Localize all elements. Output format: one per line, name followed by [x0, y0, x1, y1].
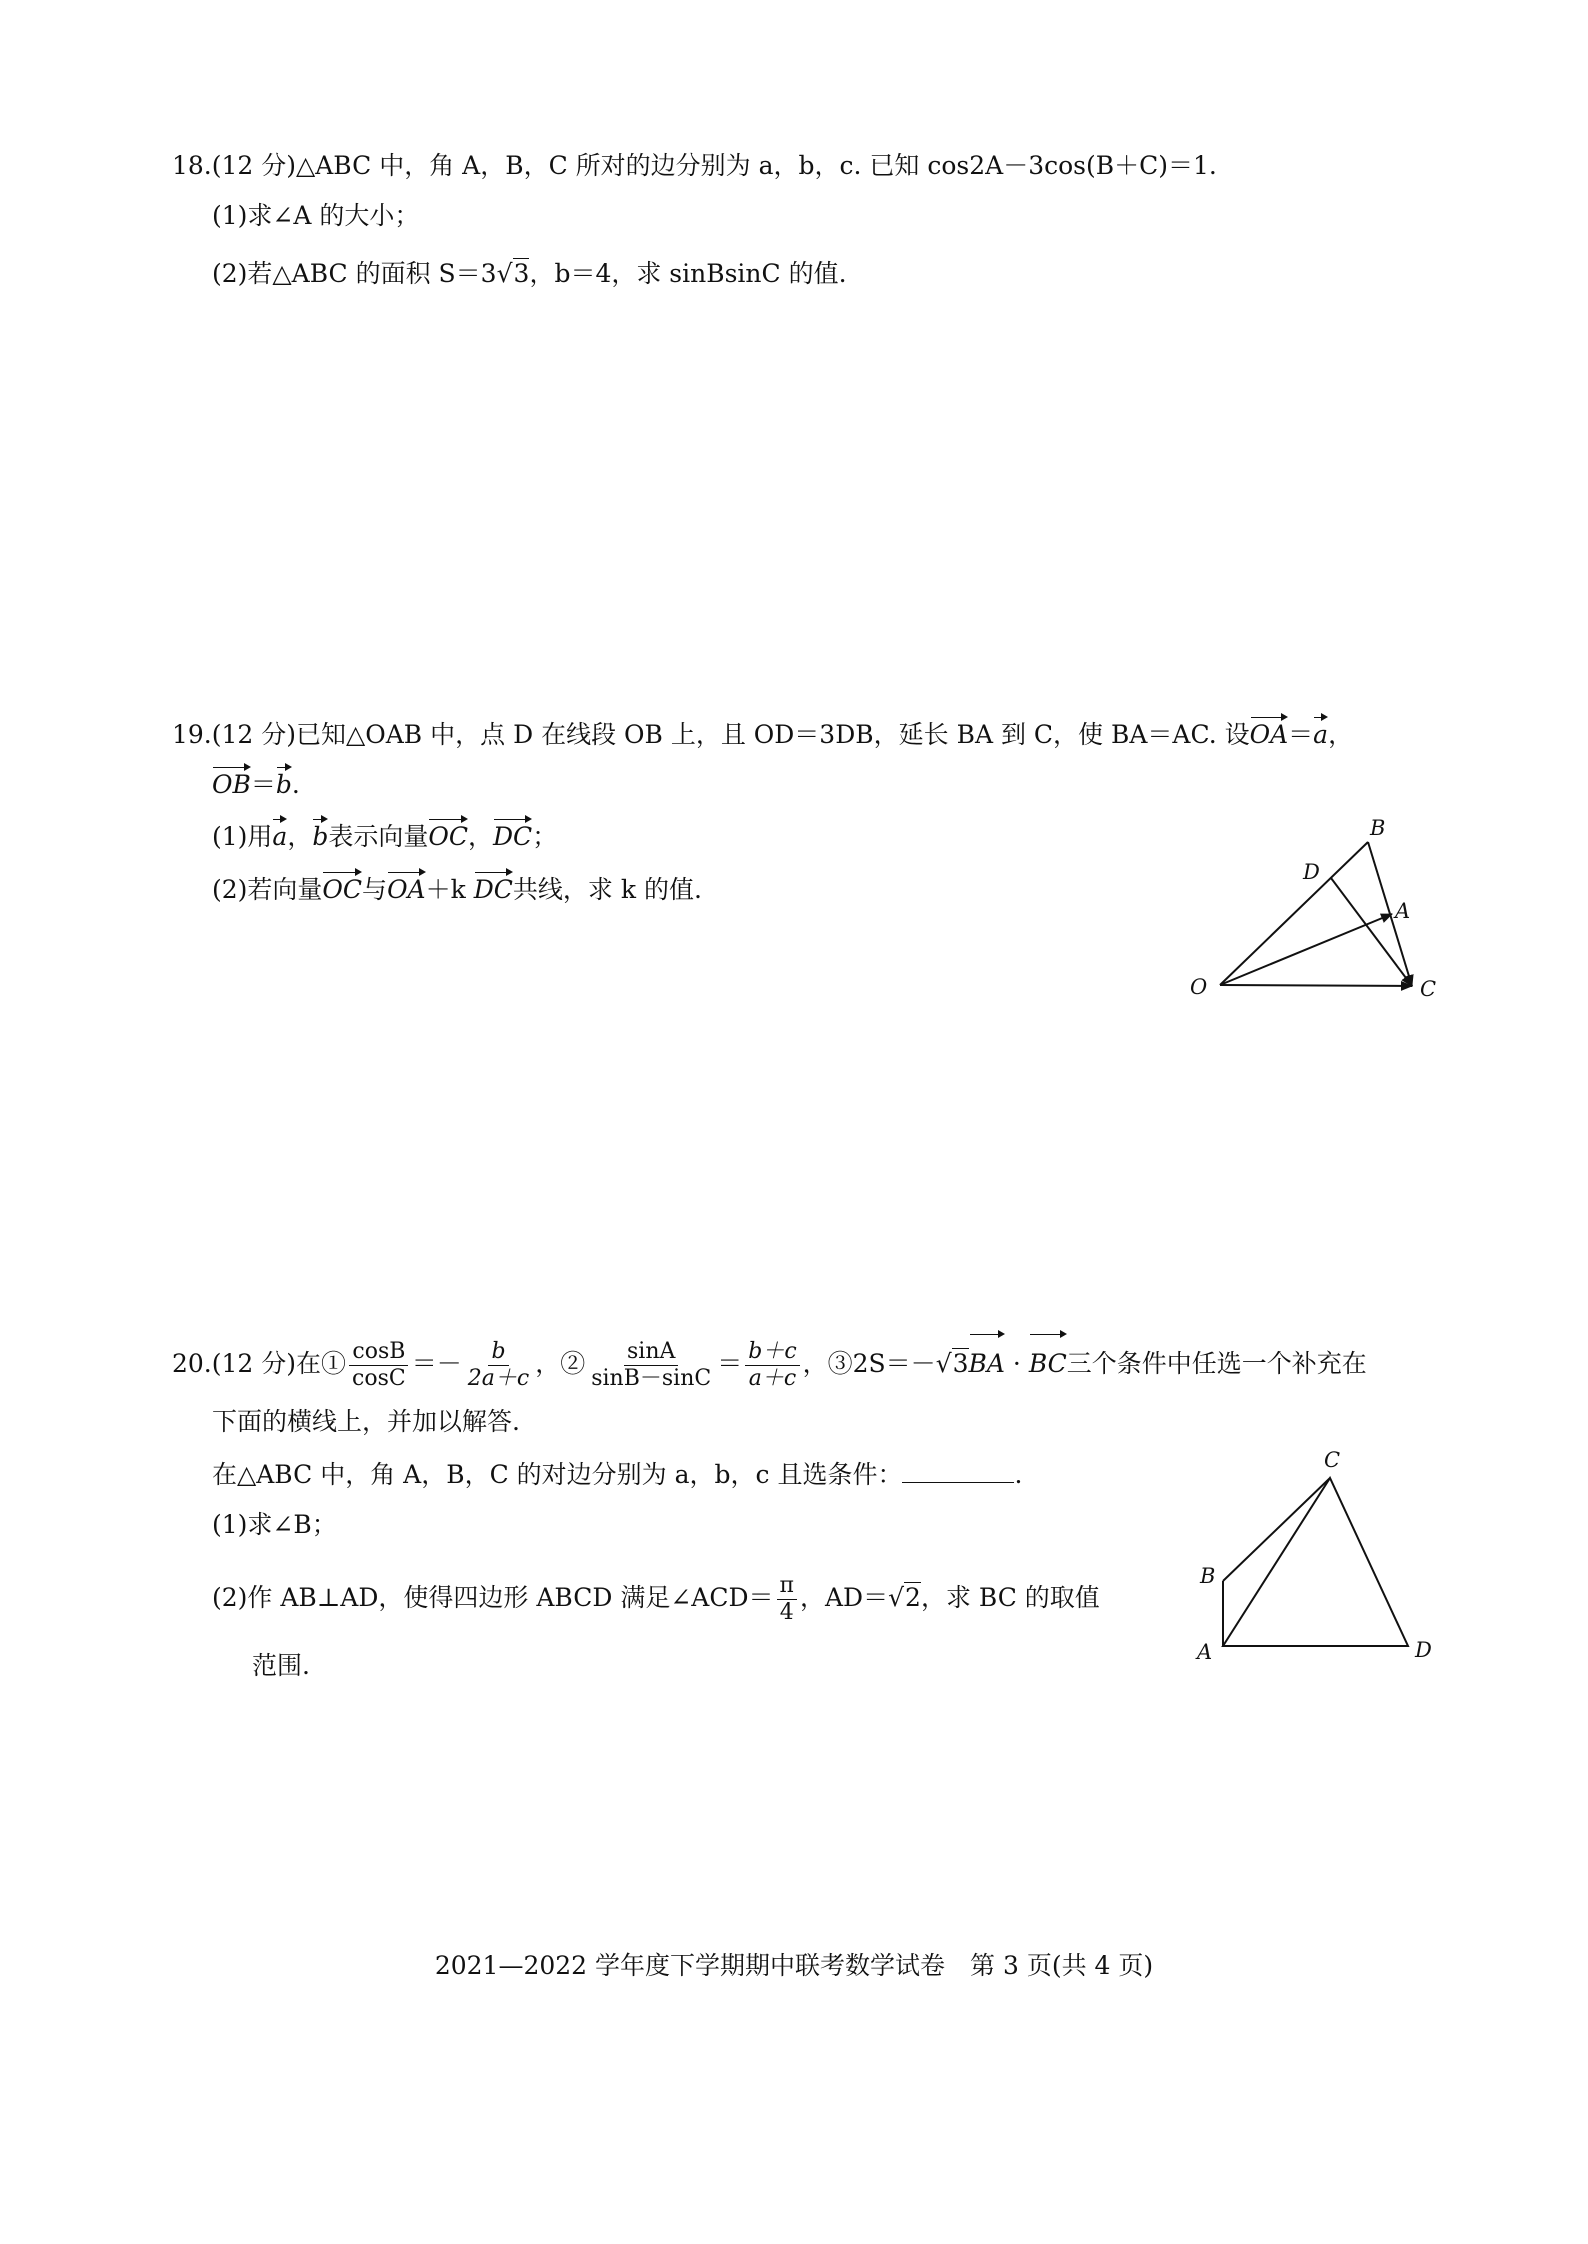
answer-blank	[902, 1460, 1014, 1483]
q19-part1: (1)用a，b表示向量OC，DC；	[212, 815, 557, 855]
q20-part1: (1)求∠B；	[212, 1510, 337, 1539]
label-D: D	[1303, 860, 1320, 884]
vector-BA: BA	[969, 1330, 1005, 1394]
fraction-pi-over-4: $\frac{\pi}{4}$	[777, 1573, 797, 1626]
segment-OB	[1220, 842, 1368, 985]
fraction-cosB-cosC: $\frac{\cos B}{\cos C}$	[349, 1339, 409, 1392]
q18-stem-text: △ABC 中，角 A，B，C 所对的边分别为 a，b，c. 已知 cos2A－3cos(B＋C)＝1.	[296, 151, 1217, 180]
label-B: B	[1200, 1564, 1216, 1588]
triangle-ACD	[1223, 1478, 1408, 1646]
q19-number: 19.	[172, 720, 212, 749]
label-A: A	[1395, 899, 1411, 923]
q20-number: 20.	[172, 1349, 212, 1378]
vector-b: b	[276, 763, 292, 803]
label-C: C	[1420, 977, 1437, 1001]
label-O: O	[1190, 975, 1208, 999]
fraction-sinA: $\frac{\sin A}{\sin B-\sin C}$	[591, 1339, 712, 1391]
vector-a: a	[1313, 713, 1328, 753]
sqrt-symbol: √3	[496, 259, 530, 288]
vector-DC: DC	[493, 815, 532, 855]
q20-points: (12 分)	[211, 1349, 297, 1378]
q19-figure	[1180, 800, 1460, 1010]
q20-part2-cont: 范围.	[252, 1651, 310, 1680]
q18-number: 18.	[172, 151, 212, 180]
q19-points: (12 分)	[211, 720, 297, 749]
q20-stem: 20.(12 分)在① $\frac{\cos B}{\cos C}$ ＝－ $\frac{b}{2a+c}$ ，② $\frac{\sin A}{\sin B-\sin C}$ ＝ $\frac{b+c}{a+c}$ ，③2S＝－√3BA · BC三个条件中任选一个补充在	[172, 1330, 1367, 1394]
q19-stem: 19.(12 分)已知△OAB 中，点 D 在线段 OB 上，且 OD＝3DB，延长 BA 到 C，使 BA＝AC. 设OA＝a，	[172, 713, 1353, 753]
q18-part1: (1)求∠A 的大小；	[212, 201, 420, 230]
vector-OC: OC	[428, 815, 468, 855]
label-D: D	[1415, 1638, 1432, 1662]
vector-OA: OA	[1250, 713, 1289, 753]
segment-DC	[1331, 878, 1412, 986]
q18-points: (12 分)	[211, 151, 297, 180]
page-footer: 2021—2022 学年度下学期期中联考数学试卷 第 3 页(共 4 页)	[434, 1951, 1154, 1980]
q19-stem-cont: OB＝b.	[212, 763, 300, 803]
vector-OB: OB	[212, 763, 251, 803]
segment-BC	[1223, 1478, 1330, 1581]
q18-stem	[172, 148, 1217, 184]
fraction-b-2a-plus-c: $\frac{b}{2a+c}$	[467, 1339, 530, 1391]
vector-BC: BC	[1029, 1330, 1067, 1394]
segment-OC	[1220, 985, 1412, 986]
q20-line3: 在△ABC 中，角 A，B，C 的对边分别为 a，b，c 且选条件： .	[212, 1460, 1023, 1489]
q20-part2: (2)作 AB⊥AD，使得四边形 ABCD 满足∠ACD＝ $\frac{\pi}{4}$ ，AD＝√2，求 BC 的取值	[212, 1573, 1100, 1625]
fraction-b-plus-c: $\frac{b+c}{a+c}$	[745, 1339, 799, 1392]
label-B: B	[1370, 816, 1386, 840]
q18-part2: (2)若△ABC 的面积 S＝3√3，b＝4，求 sinBsinC 的值.	[212, 256, 847, 292]
q20-line2: 下面的横线上，并加以解答.	[212, 1407, 520, 1436]
label-C: C	[1324, 1448, 1341, 1472]
q20-figure	[1180, 1440, 1450, 1665]
label-A: A	[1197, 1640, 1213, 1664]
q19-part2: (2)若向量OC与OA＋k DC共线，求 k 的值.	[212, 868, 702, 908]
